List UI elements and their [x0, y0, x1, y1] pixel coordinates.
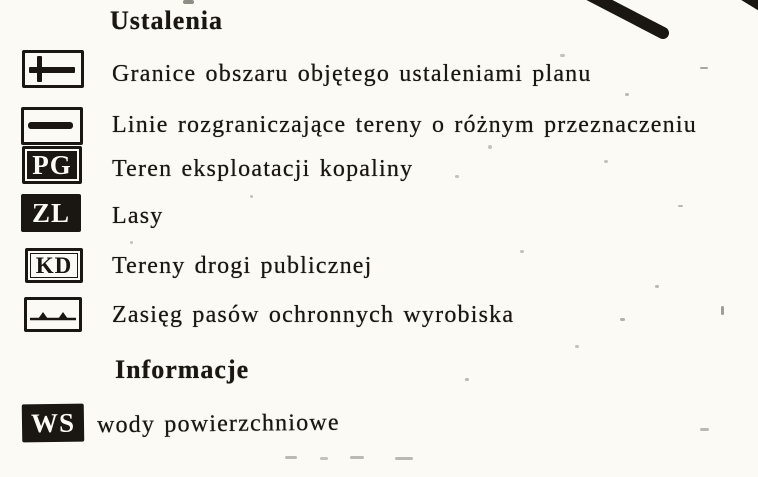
scan-noise-speck	[678, 205, 683, 207]
scan-noise-speck	[130, 241, 133, 244]
boundary-symbol-icon	[22, 50, 84, 88]
scan-noise-speck	[620, 318, 625, 321]
legend-item-label-zasieg: Zasięg pasów ochronnych wyrobiska	[112, 302, 515, 328]
legend-item-label-wody: wody powierzchniowe	[96, 409, 340, 439]
scan-noise-speck	[655, 285, 659, 288]
kd-symbol	[25, 248, 83, 283]
zl-symbol-code: ZL	[31, 198, 71, 228]
kd-symbol-code: KD	[35, 253, 73, 278]
scan-noise-speck	[350, 456, 364, 459]
legend-item-label-teren-eksploatacji: Teren eksploatacji kopaliny	[112, 156, 414, 182]
scan-noise-speck	[604, 160, 608, 163]
scan-noise-speck	[520, 250, 524, 253]
scan-noise-speck	[183, 0, 194, 4]
scan-noise-speck	[560, 54, 565, 57]
scan-noise-speck	[250, 195, 253, 198]
dividing-line-symbol-icon	[21, 107, 83, 145]
legend-item-label-tereny-drogi: Tereny drogi publicznej	[112, 253, 373, 279]
scan-noise-speck	[625, 93, 629, 96]
scan-noise-speck	[455, 175, 459, 178]
section-heading-informacje: Informacje	[115, 355, 250, 384]
scan-noise-speck	[488, 145, 492, 149]
legend-item-label-granice: Granice obszaru objętego ustaleniami planu	[112, 61, 592, 87]
scan-noise-speck	[721, 306, 724, 315]
scan-noise-speck	[320, 457, 328, 460]
ws-symbol	[22, 404, 85, 443]
ws-symbol-code: WS	[30, 407, 76, 439]
section-heading-ustalenia: Ustalenia	[110, 6, 223, 35]
zl-symbol	[21, 194, 81, 232]
pg-symbol	[22, 146, 82, 184]
scan-noise-speck	[700, 428, 709, 431]
pg-symbol-code: PG	[32, 150, 72, 180]
scan-noise-speck	[700, 67, 708, 69]
scan-noise-speck	[575, 345, 579, 348]
scan-noise-speck	[395, 457, 413, 460]
legend-item-label-linie: Linie rozgraniczające tereny o różnym przeznaczeniu	[112, 112, 697, 138]
scan-noise-speck	[465, 378, 469, 381]
legend-item-label-lasy: Lasy	[112, 203, 164, 229]
scan-noise-speck	[285, 456, 297, 459]
protective-strip-symbol-icon	[24, 297, 82, 332]
